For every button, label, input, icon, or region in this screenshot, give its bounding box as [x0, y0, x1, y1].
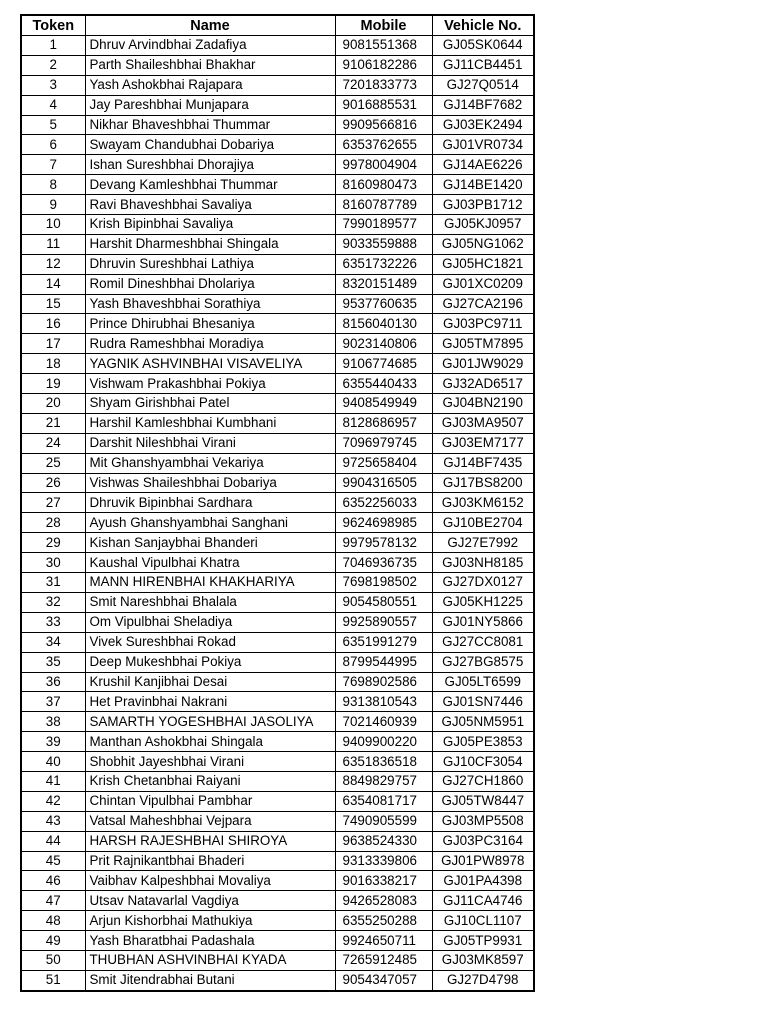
mobile-cell: 8320151489	[335, 274, 432, 294]
table-row	[21, 672, 534, 692]
token-cell: 42	[21, 791, 85, 811]
vehicle-no-cell: GJ01VR0734	[432, 135, 534, 155]
table-row	[21, 811, 534, 831]
table-row	[21, 632, 534, 652]
vehicle-no-cell: GJ03NH8185	[432, 553, 534, 573]
name-cell: Vivek Sureshbhai Rokad	[85, 632, 335, 652]
table-row	[21, 274, 534, 294]
table-row	[21, 453, 534, 473]
token-cell: 50	[21, 950, 85, 970]
table-row	[21, 851, 534, 871]
name-cell: Kishan Sanjaybhai Bhanderi	[85, 533, 335, 553]
mobile-cell: 7990189577	[335, 215, 432, 235]
mobile-cell: 9924650711	[335, 931, 432, 951]
table-row	[21, 155, 534, 175]
table-row	[21, 354, 534, 374]
token-cell: 17	[21, 334, 85, 354]
table-row	[21, 791, 534, 811]
token-cell: 47	[21, 891, 85, 911]
name-cell: Yash Bharatbhai Padashala	[85, 931, 335, 951]
vehicle-no-cell: GJ27CH1860	[432, 771, 534, 791]
mobile-cell: 9409900220	[335, 732, 432, 752]
token-cell: 35	[21, 652, 85, 672]
token-cell: 31	[21, 573, 85, 593]
name-cell: Swayam Chandubhai Dobariya	[85, 135, 335, 155]
name-cell: Prince Dhirubhai Bhesaniya	[85, 314, 335, 334]
name-cell: Arjun Kishorbhai Mathukiya	[85, 911, 335, 931]
mobile-cell: 9909566816	[335, 115, 432, 135]
mobile-cell: 9033559888	[335, 234, 432, 254]
token-cell: 19	[21, 374, 85, 394]
name-cell: Krish Chetanbhai Raiyani	[85, 771, 335, 791]
header-vehicle-no: Vehicle No.	[432, 15, 534, 36]
token-cell: 6	[21, 135, 85, 155]
name-cell: Manthan Ashokbhai Shingala	[85, 732, 335, 752]
mobile-cell: 6355250288	[335, 911, 432, 931]
name-cell: Utsav Natavarlal Vagdiya	[85, 891, 335, 911]
token-cell: 24	[21, 433, 85, 453]
mobile-cell: 6355440433	[335, 374, 432, 394]
vehicle-no-cell: GJ10CF3054	[432, 752, 534, 772]
table-header	[21, 15, 534, 36]
vehicle-no-cell: GJ01PA4398	[432, 871, 534, 891]
table-row	[21, 891, 534, 911]
name-cell: Jay Pareshbhai Munjapara	[85, 95, 335, 115]
mobile-cell: 9537760635	[335, 294, 432, 314]
mobile-cell: 6353762655	[335, 135, 432, 155]
mobile-cell: 7046936735	[335, 553, 432, 573]
vehicle-no-cell: GJ27DX0127	[432, 573, 534, 593]
name-cell: Shyam Girishbhai Patel	[85, 394, 335, 414]
mobile-cell: 7698902586	[335, 672, 432, 692]
vehicle-no-cell: GJ14AE6226	[432, 155, 534, 175]
name-cell: Krushil Kanjibhai Desai	[85, 672, 335, 692]
table-row	[21, 334, 534, 354]
vehicle-no-cell: GJ03PB1712	[432, 195, 534, 215]
mobile-cell: 9408549949	[335, 394, 432, 414]
table-row	[21, 533, 534, 553]
token-cell: 18	[21, 354, 85, 374]
token-cell: 15	[21, 294, 85, 314]
vehicle-no-cell: GJ05SK0644	[432, 36, 534, 56]
mobile-cell: 8160787789	[335, 195, 432, 215]
mobile-cell: 9054347057	[335, 970, 432, 990]
table-row	[21, 573, 534, 593]
vehicle-no-cell: GJ05TW8447	[432, 791, 534, 811]
mobile-cell: 9978004904	[335, 155, 432, 175]
name-cell: Het Pravinbhai Nakrani	[85, 692, 335, 712]
vehicle-no-cell: GJ01XC0209	[432, 274, 534, 294]
table-row	[21, 75, 534, 95]
header-row	[21, 15, 534, 36]
vehicle-no-cell: GJ03MK8597	[432, 950, 534, 970]
token-cell: 14	[21, 274, 85, 294]
vehicle-no-cell: GJ14BF7435	[432, 453, 534, 473]
name-cell: Harshit Dharmeshbhai Shingala	[85, 234, 335, 254]
name-cell: Prit Rajnikantbhai Bhaderi	[85, 851, 335, 871]
table-row	[21, 950, 534, 970]
table-row	[21, 95, 534, 115]
token-cell: 20	[21, 394, 85, 414]
vehicle-no-cell: GJ14BF7682	[432, 95, 534, 115]
token-cell: 46	[21, 871, 85, 891]
table-row	[21, 175, 534, 195]
token-cell: 28	[21, 513, 85, 533]
name-cell: Devang Kamleshbhai Thummar	[85, 175, 335, 195]
table-row	[21, 254, 534, 274]
vehicle-no-cell: GJ10BE2704	[432, 513, 534, 533]
mobile-cell: 9638524330	[335, 831, 432, 851]
vehicle-no-cell: GJ05NM5951	[432, 712, 534, 732]
table-row	[21, 115, 534, 135]
table-row	[21, 473, 534, 493]
token-cell: 25	[21, 453, 85, 473]
token-cell: 7	[21, 155, 85, 175]
name-cell: Vaibhav Kalpeshbhai Movaliya	[85, 871, 335, 891]
vehicle-no-cell: GJ03MP5508	[432, 811, 534, 831]
vehicle-no-cell: GJ05HC1821	[432, 254, 534, 274]
name-cell: Shobhit Jayeshbhai Virani	[85, 752, 335, 772]
token-cell: 1	[21, 36, 85, 56]
vehicle-no-cell: GJ01PW8978	[432, 851, 534, 871]
token-cell: 44	[21, 831, 85, 851]
mobile-cell: 9725658404	[335, 453, 432, 473]
mobile-cell: 6351991279	[335, 632, 432, 652]
token-cell: 41	[21, 771, 85, 791]
table-row	[21, 911, 534, 931]
vehicle-no-cell: GJ14BE1420	[432, 175, 534, 195]
token-cell: 33	[21, 612, 85, 632]
name-cell: Darshit Nileshbhai Virani	[85, 433, 335, 453]
name-cell: Smit Jitendrabhai Butani	[85, 970, 335, 990]
name-cell: HARSH RAJESHBHAI SHIROYA	[85, 831, 335, 851]
name-cell: Smit Nareshbhai Bhalala	[85, 592, 335, 612]
mobile-cell: 9925890557	[335, 612, 432, 632]
token-cell: 11	[21, 234, 85, 254]
token-cell: 3	[21, 75, 85, 95]
mobile-cell: 8849829757	[335, 771, 432, 791]
mobile-cell: 7490905599	[335, 811, 432, 831]
table-row	[21, 692, 534, 712]
name-cell: Ayush Ghanshyambhai Sanghani	[85, 513, 335, 533]
vehicle-no-cell: GJ05PE3853	[432, 732, 534, 752]
table-row	[21, 294, 534, 314]
mobile-cell: 8156040130	[335, 314, 432, 334]
name-cell: MANN HIRENBHAI KHAKHARIYA	[85, 573, 335, 593]
name-cell: Vishwas Shaileshbhai Dobariya	[85, 473, 335, 493]
mobile-cell: 6352256033	[335, 493, 432, 513]
vehicle-no-cell: GJ05NG1062	[432, 234, 534, 254]
token-cell: 8	[21, 175, 85, 195]
vehicle-no-cell: GJ27BG8575	[432, 652, 534, 672]
table-row	[21, 612, 534, 632]
mobile-cell: 7265912485	[335, 950, 432, 970]
name-cell: Chintan Vipulbhai Pambhar	[85, 791, 335, 811]
table-row	[21, 652, 534, 672]
vehicle-no-cell: GJ05LT6599	[432, 672, 534, 692]
token-cell: 51	[21, 970, 85, 990]
mobile-cell: 7021460939	[335, 712, 432, 732]
mobile-cell: 9979578132	[335, 533, 432, 553]
table-row	[21, 55, 534, 75]
name-cell: Ravi Bhaveshbhai Savaliya	[85, 195, 335, 215]
vehicle-no-cell: GJ03EK2494	[432, 115, 534, 135]
mobile-cell: 9081551368	[335, 36, 432, 56]
table-row	[21, 195, 534, 215]
name-cell: Mit Ghanshyambhai Vekariya	[85, 453, 335, 473]
mobile-cell: 6354081717	[335, 791, 432, 811]
mobile-cell: 9023140806	[335, 334, 432, 354]
header-name: Name	[85, 15, 335, 36]
vehicle-no-cell: GJ01SN7446	[432, 692, 534, 712]
name-cell: Harshil Kamleshbhai Kumbhani	[85, 413, 335, 433]
table-row	[21, 394, 534, 414]
mobile-cell: 9313810543	[335, 692, 432, 712]
table-body	[21, 36, 534, 991]
name-cell: Ishan Sureshbhai Dhorajiya	[85, 155, 335, 175]
vehicle-no-cell: GJ03PC3164	[432, 831, 534, 851]
header-mobile: Mobile	[335, 15, 432, 36]
token-cell: 9	[21, 195, 85, 215]
name-cell: Rudra Rameshbhai Moradiya	[85, 334, 335, 354]
token-cell: 29	[21, 533, 85, 553]
table-row	[21, 970, 534, 990]
token-cell: 40	[21, 752, 85, 772]
name-cell: Dhruvik Bipinbhai Sardhara	[85, 493, 335, 513]
mobile-cell: 7096979745	[335, 433, 432, 453]
vehicle-no-cell: GJ27Q0514	[432, 75, 534, 95]
vehicle-no-cell: GJ11CB4451	[432, 55, 534, 75]
mobile-cell: 8128686957	[335, 413, 432, 433]
table-row	[21, 732, 534, 752]
token-cell: 36	[21, 672, 85, 692]
name-cell: SAMARTH YOGESHBHAI JASOLIYA	[85, 712, 335, 732]
name-cell: Yash Bhaveshbhai Sorathiya	[85, 294, 335, 314]
name-cell: Vatsal Maheshbhai Vejpara	[85, 811, 335, 831]
name-cell: Parth Shaileshbhai Bhakhar	[85, 55, 335, 75]
name-cell: Om Vipulbhai Sheladiya	[85, 612, 335, 632]
table-row	[21, 314, 534, 334]
mobile-cell: 9426528083	[335, 891, 432, 911]
name-cell: Romil Dineshbhai Dholariya	[85, 274, 335, 294]
vehicle-no-cell: GJ05KH1225	[432, 592, 534, 612]
token-cell: 21	[21, 413, 85, 433]
vehicle-no-cell: GJ17BS8200	[432, 473, 534, 493]
token-cell: 4	[21, 95, 85, 115]
token-cell: 49	[21, 931, 85, 951]
token-table	[20, 14, 535, 992]
vehicle-no-cell: GJ32AD6517	[432, 374, 534, 394]
token-cell: 27	[21, 493, 85, 513]
header-token: Token	[21, 15, 85, 36]
vehicle-no-cell: GJ01JW9029	[432, 354, 534, 374]
mobile-cell: 7698198502	[335, 573, 432, 593]
table-row	[21, 135, 534, 155]
table-row	[21, 553, 534, 573]
mobile-cell: 8160980473	[335, 175, 432, 195]
table-row	[21, 433, 534, 453]
name-cell: Vishwam Prakashbhai Pokiya	[85, 374, 335, 394]
mobile-cell: 6351732226	[335, 254, 432, 274]
table-row	[21, 752, 534, 772]
name-cell: YAGNIK ASHVINBHAI VISAVELIYA	[85, 354, 335, 374]
name-cell: Krish Bipinbhai Savaliya	[85, 215, 335, 235]
mobile-cell: 7201833773	[335, 75, 432, 95]
token-cell: 48	[21, 911, 85, 931]
mobile-cell: 9313339806	[335, 851, 432, 871]
token-cell: 16	[21, 314, 85, 334]
mobile-cell: 9016338217	[335, 871, 432, 891]
table-row	[21, 831, 534, 851]
token-cell: 32	[21, 592, 85, 612]
table-row	[21, 493, 534, 513]
vehicle-no-cell: GJ10CL1107	[432, 911, 534, 931]
vehicle-no-cell: GJ03EM7177	[432, 433, 534, 453]
vehicle-no-cell: GJ27CA2196	[432, 294, 534, 314]
table-row	[21, 592, 534, 612]
name-cell: Kaushal Vipulbhai Khatra	[85, 553, 335, 573]
vehicle-no-cell: GJ11CA4746	[432, 891, 534, 911]
vehicle-no-cell: GJ27E7992	[432, 533, 534, 553]
vehicle-no-cell: GJ01NY5866	[432, 612, 534, 632]
vehicle-no-cell: GJ04BN2190	[432, 394, 534, 414]
token-cell: 30	[21, 553, 85, 573]
vehicle-no-cell: GJ27CC8081	[432, 632, 534, 652]
name-cell: Dhruv Arvindbhai Zadafiya	[85, 36, 335, 56]
table-row	[21, 413, 534, 433]
token-cell: 43	[21, 811, 85, 831]
name-cell: Nikhar Bhaveshbhai Thummar	[85, 115, 335, 135]
vehicle-no-cell: GJ05TM7895	[432, 334, 534, 354]
mobile-cell: 9904316505	[335, 473, 432, 493]
mobile-cell: 9016885531	[335, 95, 432, 115]
token-cell: 5	[21, 115, 85, 135]
table-row	[21, 771, 534, 791]
token-cell: 26	[21, 473, 85, 493]
token-cell: 12	[21, 254, 85, 274]
vehicle-no-cell: GJ27D4798	[432, 970, 534, 990]
vehicle-no-cell: GJ03MA9507	[432, 413, 534, 433]
token-cell: 38	[21, 712, 85, 732]
token-cell: 2	[21, 55, 85, 75]
name-cell: Deep Mukeshbhai Pokiya	[85, 652, 335, 672]
mobile-cell: 6351836518	[335, 752, 432, 772]
token-cell: 39	[21, 732, 85, 752]
mobile-cell: 8799544995	[335, 652, 432, 672]
token-cell: 10	[21, 215, 85, 235]
mobile-cell: 9054580551	[335, 592, 432, 612]
table-row	[21, 234, 534, 254]
table-row	[21, 712, 534, 732]
token-cell: 34	[21, 632, 85, 652]
vehicle-no-cell: GJ05TP9931	[432, 931, 534, 951]
table-row	[21, 931, 534, 951]
mobile-cell: 9624698985	[335, 513, 432, 533]
name-cell: Dhruvin Sureshbhai Lathiya	[85, 254, 335, 274]
table-row	[21, 36, 534, 56]
name-cell: THUBHAN ASHVINBHAI KYADA	[85, 950, 335, 970]
mobile-cell: 9106774685	[335, 354, 432, 374]
token-cell: 37	[21, 692, 85, 712]
table-row	[21, 374, 534, 394]
vehicle-no-cell: GJ03PC9711	[432, 314, 534, 334]
mobile-cell: 9106182286	[335, 55, 432, 75]
vehicle-no-cell: GJ03KM6152	[432, 493, 534, 513]
name-cell: Yash Ashokbhai Rajapara	[85, 75, 335, 95]
table-row	[21, 215, 534, 235]
token-cell: 45	[21, 851, 85, 871]
table-row	[21, 513, 534, 533]
vehicle-no-cell: GJ05KJ0957	[432, 215, 534, 235]
table-row	[21, 871, 534, 891]
